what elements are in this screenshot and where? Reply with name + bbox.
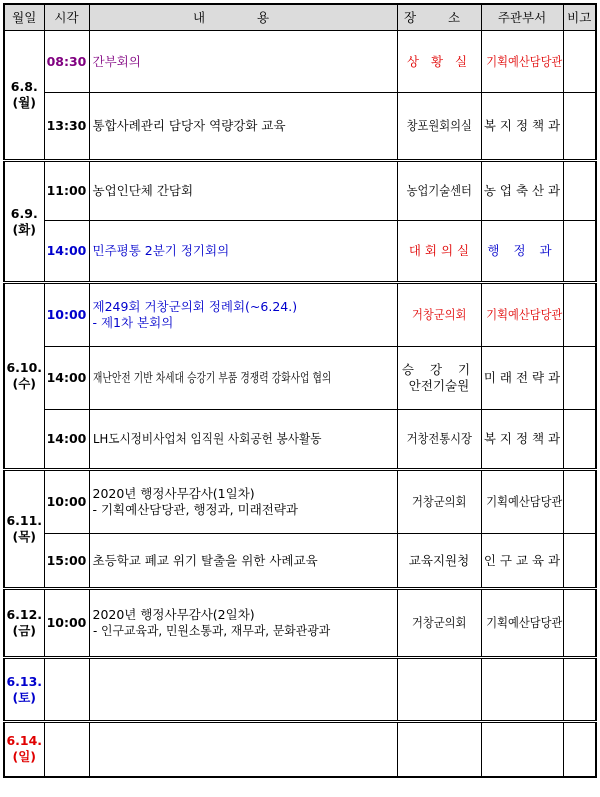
dept-cell: 행 정 과 bbox=[481, 221, 563, 283]
place-cell: 거창군의회 bbox=[397, 283, 481, 347]
table-row bbox=[4, 283, 596, 347]
header-content: 내 용 bbox=[89, 4, 397, 31]
table-row bbox=[4, 161, 596, 221]
note-cell bbox=[563, 534, 596, 589]
content-cell bbox=[89, 722, 397, 777]
content-cell: 초등학교 폐교 위기 탈출을 위한 사례교육 bbox=[89, 534, 397, 589]
date-cell: 6.13. (토) bbox=[4, 658, 44, 722]
place-cell: 상 황 실 bbox=[397, 31, 481, 93]
table-row bbox=[4, 221, 596, 283]
header-dept: 주관부서 bbox=[481, 4, 563, 31]
dept-cell: 복 지 정 책 과 bbox=[481, 93, 563, 161]
content-cell: LH도시정비사업처 임직원 사회공헌 봉사활동 bbox=[89, 410, 397, 470]
note-cell bbox=[563, 31, 596, 93]
dept-cell: 기획예산담당관 bbox=[481, 470, 563, 534]
note-cell bbox=[563, 410, 596, 470]
note-cell bbox=[563, 283, 596, 347]
dept-cell bbox=[481, 722, 563, 777]
time-cell bbox=[44, 658, 89, 722]
place-cell: 승 강 기 안전기술원 bbox=[397, 347, 481, 410]
dept-cell: 복 지 정 책 과 bbox=[481, 410, 563, 470]
place-cell: 농업기술센터 bbox=[397, 161, 481, 221]
note-cell bbox=[563, 221, 596, 283]
date-cell: 6.14. (일) bbox=[4, 722, 44, 777]
place-cell bbox=[397, 658, 481, 722]
table-row bbox=[4, 534, 596, 589]
content-cell: 재난안전 기반 차세대 승강기 부품 경쟁력 강화사업 협의 bbox=[89, 347, 397, 410]
table-row bbox=[4, 470, 596, 534]
dept-cell: 농 업 축 산 과 bbox=[481, 161, 563, 221]
table-row bbox=[4, 658, 596, 722]
place-cell: 거창군의회 bbox=[397, 470, 481, 534]
content-cell: 통합사례관리 담당자 역량강화 교육 bbox=[89, 93, 397, 161]
note-cell bbox=[563, 722, 596, 777]
place-cell: 거창군의회 bbox=[397, 589, 481, 658]
table-row bbox=[4, 347, 596, 410]
header-row bbox=[4, 4, 596, 31]
note-cell bbox=[563, 347, 596, 410]
dept-cell: 기획예산담당관 bbox=[481, 31, 563, 93]
table-row bbox=[4, 410, 596, 470]
date-cell: 6.10. (수) bbox=[4, 283, 44, 470]
header-note: 비고 bbox=[563, 4, 596, 31]
time-cell: 15:00 bbox=[44, 534, 89, 589]
content-cell: 민주평통 2분기 정기회의 bbox=[89, 221, 397, 283]
content-cell: 2020년 행정사무감사(1일차) - 기획예산담당관, 행정과, 미래전략과 bbox=[89, 470, 397, 534]
dept-cell: 인 구 교 육 과 bbox=[481, 534, 563, 589]
schedule-table bbox=[3, 3, 597, 778]
note-cell bbox=[563, 589, 596, 658]
table-row bbox=[4, 93, 596, 161]
header-place: 장 소 bbox=[397, 4, 481, 31]
time-cell bbox=[44, 722, 89, 777]
place-cell bbox=[397, 722, 481, 777]
place-cell: 교육지원청 bbox=[397, 534, 481, 589]
dept-cell bbox=[481, 658, 563, 722]
time-cell: 10:00 bbox=[44, 470, 89, 534]
time-cell: 14:00 bbox=[44, 221, 89, 283]
place-cell: 대 회 의 실 bbox=[397, 221, 481, 283]
header-time: 시각 bbox=[44, 4, 89, 31]
date-cell: 6.8. (월) bbox=[4, 31, 44, 161]
place-cell: 거창전통시장 bbox=[397, 410, 481, 470]
date-cell: 6.12. (금) bbox=[4, 589, 44, 658]
date-cell: 6.9. (화) bbox=[4, 161, 44, 283]
time-cell: 08:30 bbox=[44, 31, 89, 93]
note-cell bbox=[563, 658, 596, 722]
time-cell: 10:00 bbox=[44, 283, 89, 347]
time-cell: 14:00 bbox=[44, 410, 89, 470]
time-cell: 13:30 bbox=[44, 93, 89, 161]
dept-cell: 기획예산담당관 bbox=[481, 283, 563, 347]
header-date: 월일 bbox=[4, 4, 44, 31]
note-cell bbox=[563, 161, 596, 221]
time-cell: 11:00 bbox=[44, 161, 89, 221]
dept-cell: 기획예산담당관 bbox=[481, 589, 563, 658]
table-row bbox=[4, 722, 596, 777]
content-cell: 농업인단체 간담회 bbox=[89, 161, 397, 221]
note-cell bbox=[563, 93, 596, 161]
table-row bbox=[4, 589, 596, 658]
place-cell: 창포원회의실 bbox=[397, 93, 481, 161]
time-cell: 10:00 bbox=[44, 589, 89, 658]
dept-cell: 미 래 전 략 과 bbox=[481, 347, 563, 410]
time-cell: 14:00 bbox=[44, 347, 89, 410]
table-row bbox=[4, 31, 596, 93]
content-cell bbox=[89, 658, 397, 722]
note-cell bbox=[563, 470, 596, 534]
date-cell: 6.11. (목) bbox=[4, 470, 44, 589]
content-cell: 2020년 행정사무감사(2일차) - 인구교육과, 민원소통과, 재무과, 문화관광과 bbox=[89, 589, 397, 658]
content-cell: 간부회의 bbox=[89, 31, 397, 93]
content-cell: 제249회 거창군의회 정례회(~6.24.) - 제1차 본회의 bbox=[89, 283, 397, 347]
